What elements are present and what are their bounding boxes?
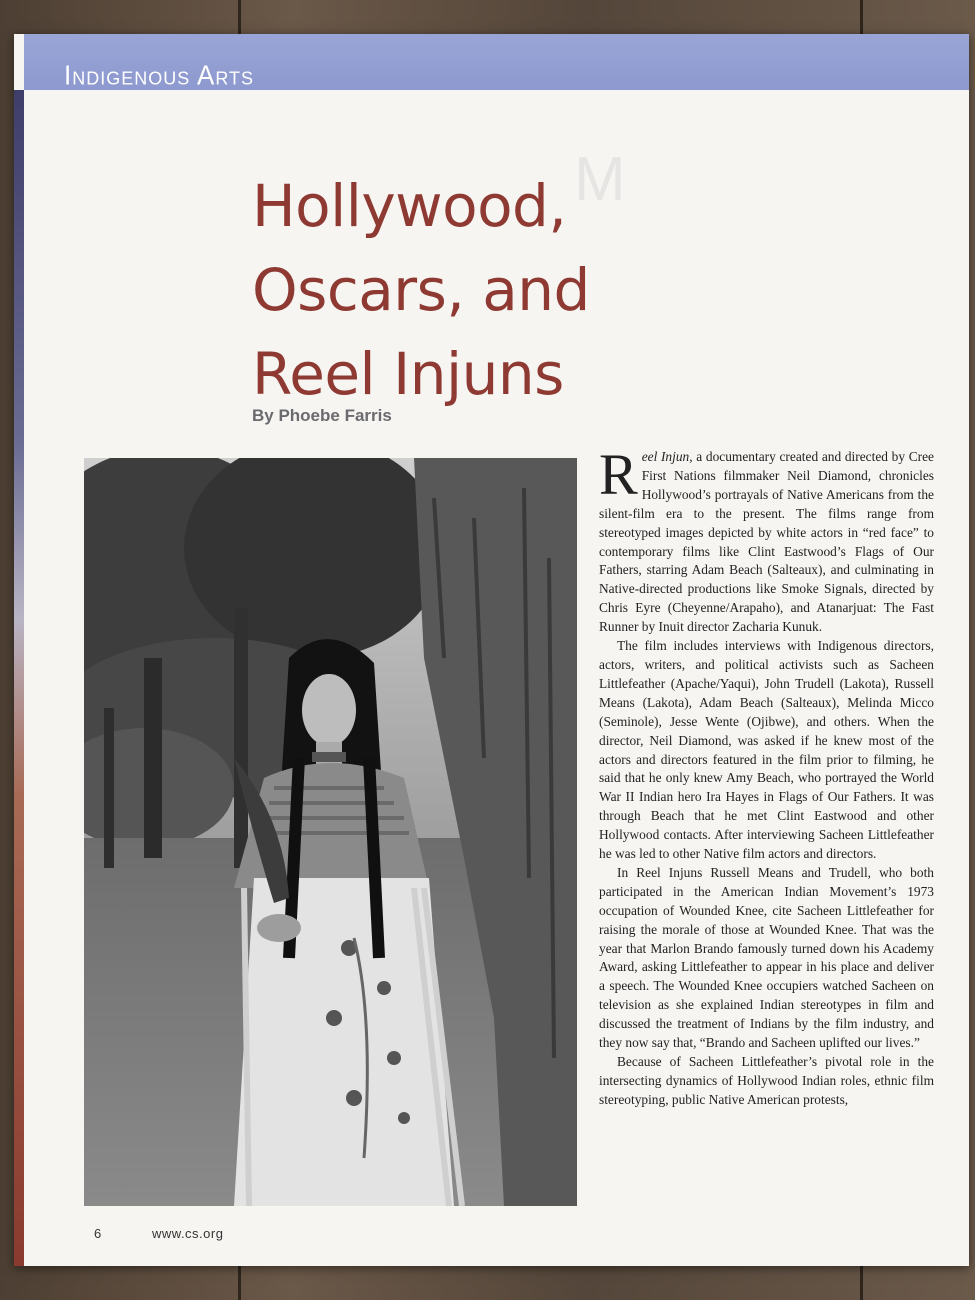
portrait-photo <box>84 458 577 1206</box>
title-line: Reel Injuns <box>252 340 564 408</box>
drop-cap: R <box>599 442 638 507</box>
article-paragraph <box>599 442 934 637</box>
title-line: Hollywood, <box>252 172 567 240</box>
byline: By Phoebe Farris <box>252 406 392 425</box>
magazine-page <box>14 34 969 1266</box>
page-number: 6 <box>94 1226 102 1241</box>
article-paragraph: In Reel Injuns Russell Means and Trudell, who both participated in the American Indian Movement’s 1973 occupation of Wounded Knee, cite Sacheen Littlefeather for raising the morale of those at Wounded Knee. That was the year that Marlon Brando famously turned down his Academy Award, asking Littlefeather to appear in his place and deliver a speech. The Wounded Knee occupiers watched Sacheen on television as she explained Indian stereotypes in film and discussed the treatment of Indians by the film industry, and they now say that, “Brando and Sacheen uplifted our lives.” <box>599 864 934 1051</box>
article-title <box>252 164 652 416</box>
italic-lead: eel Injun <box>641 449 690 464</box>
article-body <box>599 442 934 1110</box>
title-line: Oscars, and <box>252 256 590 324</box>
article-paragraph: Because of Sacheen Littlefeather’s pivotal role in the intersecting dynamics of Hollywood Indian roles, ethnic film stereotyping, public Native American protests, <box>599 1054 934 1107</box>
article-paragraph: The film includes interviews with Indigenous directors, actors, writers, and political activists such as Sacheen Littlefeather (Apache/Yaqui), John Trudell (Lakota), Russell Means (Lakota), Adam Beach (Salteaux), Melinda Micco (Seminole), Jesse Wente (Ojibwe), and others. When the director, Neil Diamond, was asked if he knew most of the actors and directors featured in the film prior to filming, he said that he only knew Amy Beach, who portrayed the World War II Indian hero Ira Hayes in Flags of Our Fathers. It was through Beach that he met Clint Eastwood and other Hollywood contacts. After interviewing Sacheen Littlefeather he was led to other Native film actors and directors. <box>599 638 934 862</box>
bleed-through-text: M <box>574 145 626 214</box>
footer-url: www.cs.org <box>152 1226 224 1241</box>
section-header-band <box>24 34 969 90</box>
portrait-photo-illustration <box>84 458 577 1206</box>
cover-edge-stripe <box>14 90 24 1266</box>
section-label: Indigenous Arts <box>64 59 255 91</box>
paragraph-text: , a documentary created and directed by Cree First Nations filmmaker Neil Diamond, chronicles Hollywood’s portrayals of Native Americans from the silent-film era to the present. The films range from stereotyped images depicted by white actors in “red face” to contemporary films like Clint Eastwood’s Flags of Our Fathers, starring Adam Beach (Salteaux), and culminating in Native-directed productions like Smoke Signals, directed by Chris Eyre (Cheyenne/Arapaho), and Atanarjuat: The Fast Runner by Inuit director Zacharia Kunuk. <box>599 449 934 635</box>
